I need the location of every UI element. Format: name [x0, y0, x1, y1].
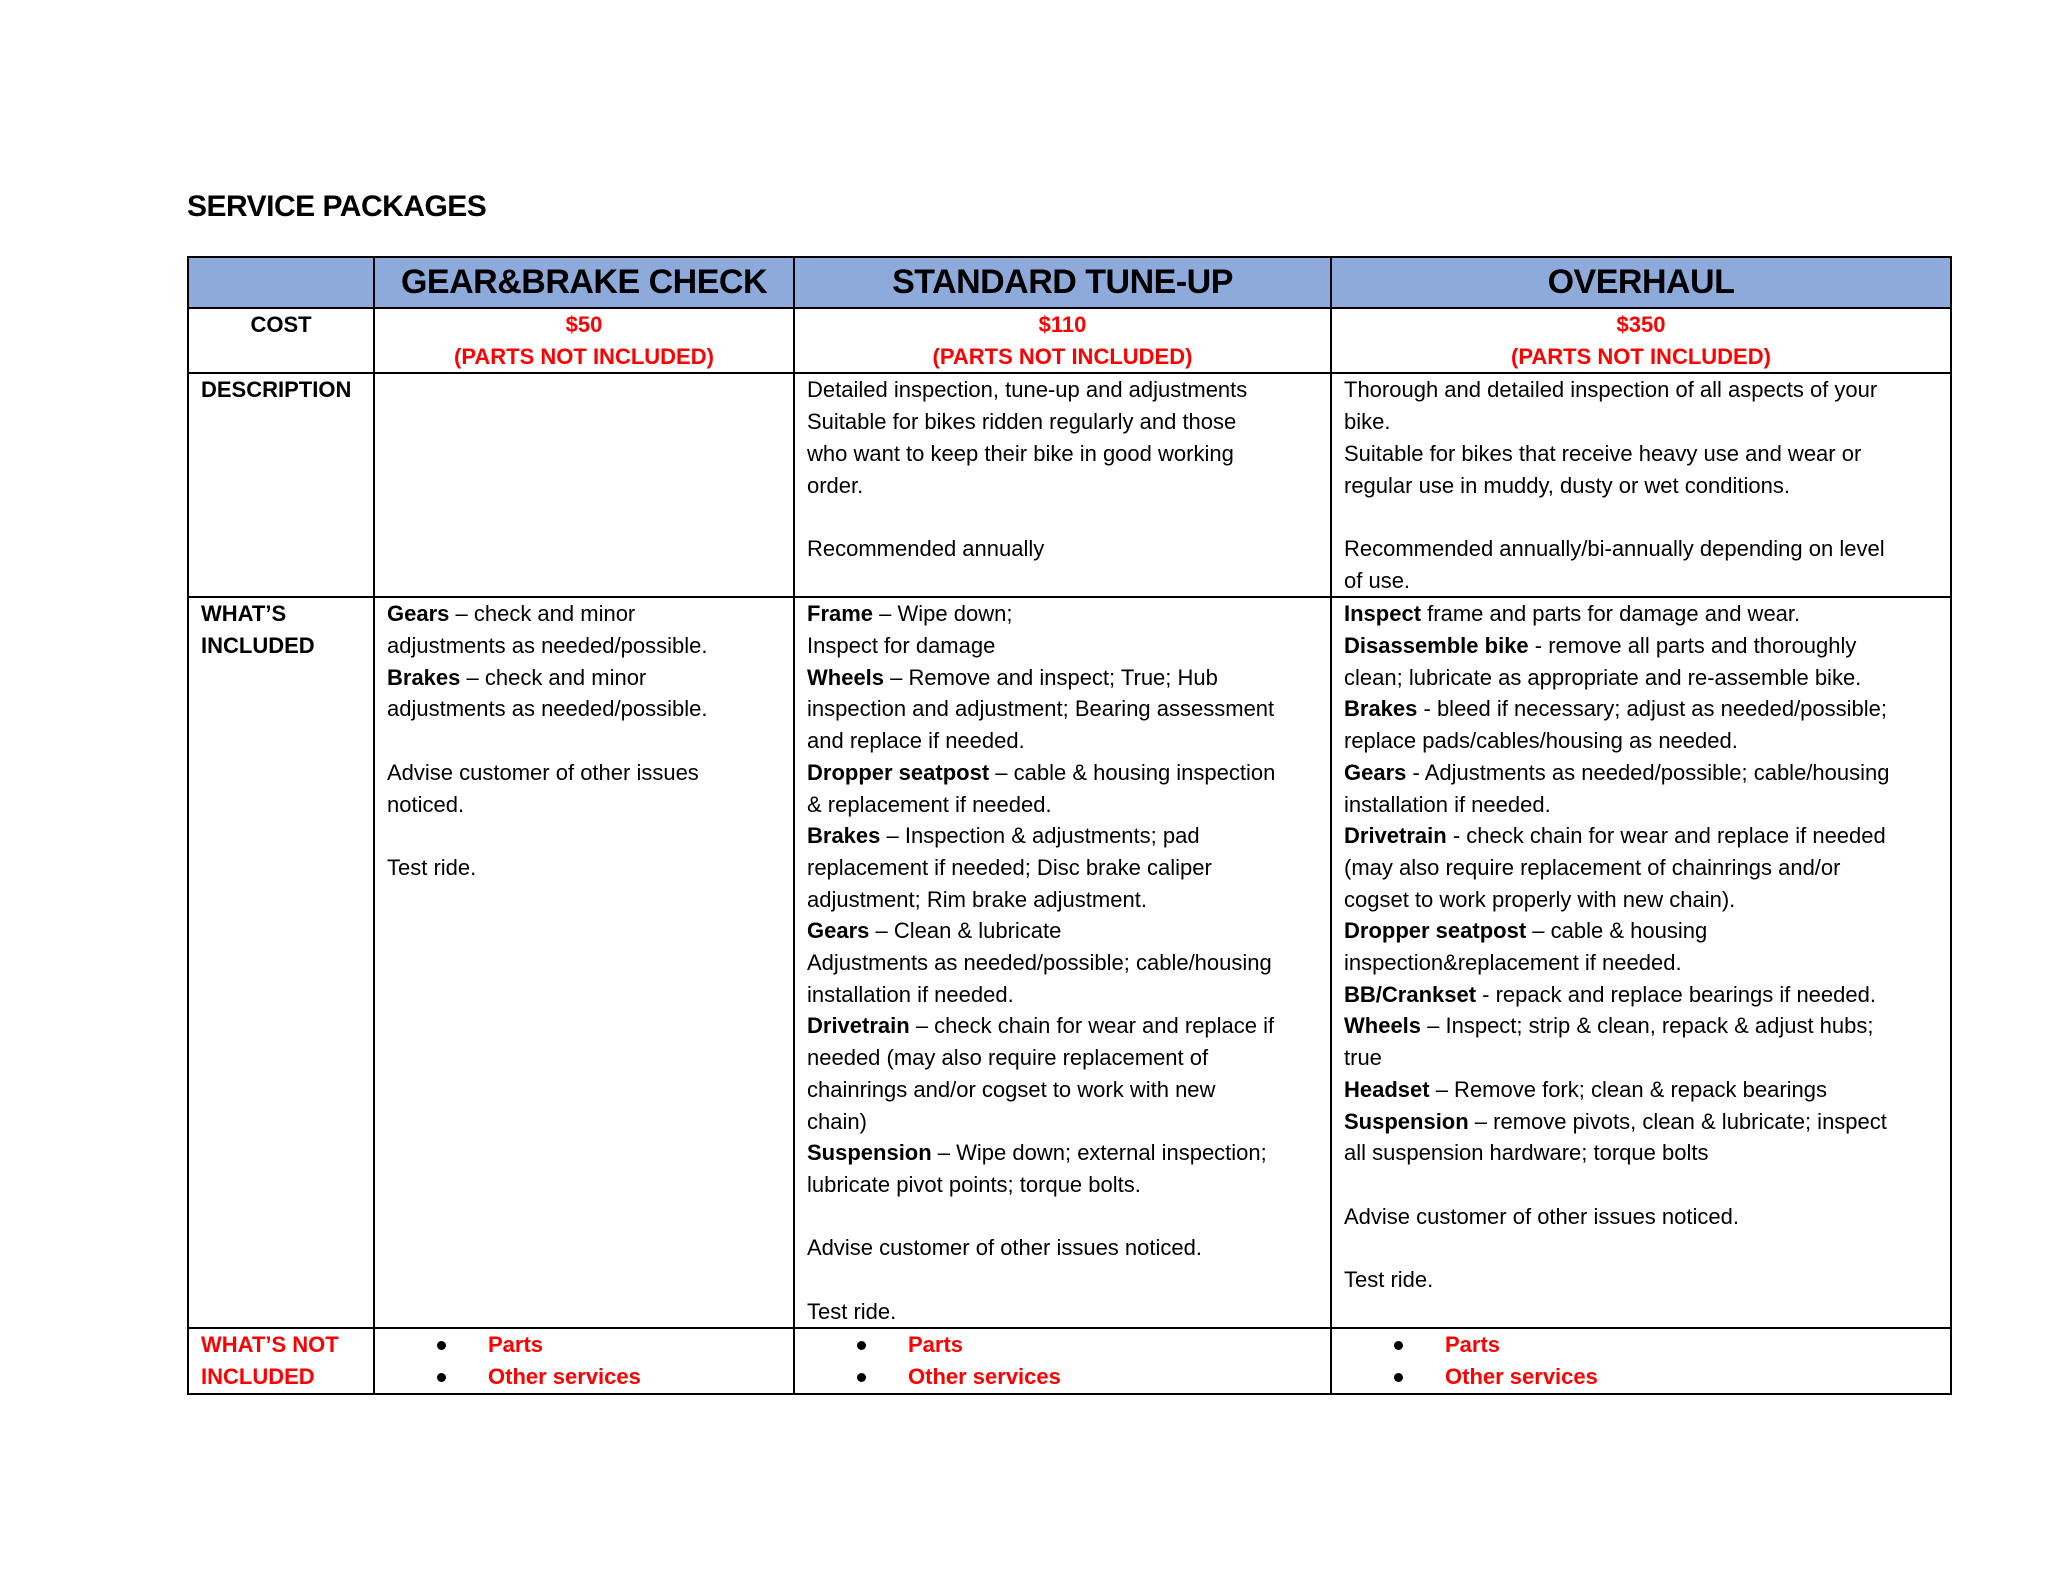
included-item-title: Inspect — [1344, 601, 1422, 627]
cost-row — [188, 308, 1951, 373]
included-item-title: Wheels — [1344, 1013, 1422, 1039]
included-line — [807, 979, 1318, 1011]
included-item-text: - bleed if necessary; adjust as needed/possible; — [1417, 696, 1888, 722]
included-item-text: Advise customer of other issues — [387, 759, 699, 785]
page-title: SERVICE PACKAGES — [187, 190, 487, 223]
included-item-text: - remove all parts and thoroughly — [1528, 633, 1857, 659]
included-item-text: true — [1344, 1045, 1382, 1071]
included-item-text: replace pads/cables/housing as needed. — [1344, 728, 1738, 754]
list-item — [387, 1361, 781, 1393]
included-item-text: frame and parts for damage and wear. — [1421, 601, 1801, 627]
included-item-text: – cable & housing — [1526, 918, 1708, 944]
whats-included-label — [188, 597, 374, 1328]
included-item-text: cogset to work properly with new chain). — [1344, 886, 1736, 912]
list-item — [807, 1361, 1318, 1393]
included-line — [807, 1042, 1318, 1074]
included-line — [1344, 693, 1938, 725]
header-overhaul: OVERHAUL — [1331, 257, 1951, 308]
included-item-text: – Clean & lubricate — [869, 918, 1062, 944]
price-note: (PARTS NOT INCLUDED) — [1511, 343, 1771, 369]
description-line: bike. — [1344, 409, 1391, 435]
blank-line — [387, 725, 781, 757]
included-line — [1344, 662, 1938, 694]
description-line: regular use in muddy, dusty or wet conditions. — [1344, 472, 1790, 498]
blank-line — [387, 820, 781, 852]
included-item-text: & replacement if needed. — [807, 791, 1052, 817]
included-item-text: adjustment; Rim brake adjustment. — [807, 886, 1147, 912]
included-item-text: Advise customer of other issues noticed. — [807, 1235, 1202, 1261]
label-line: WHAT’S — [201, 601, 287, 627]
included-line — [1344, 789, 1938, 821]
included-item-title: BB/Crankset — [1344, 981, 1477, 1007]
description-label: DESCRIPTION — [188, 373, 374, 597]
included-line — [807, 630, 1318, 662]
label-line: INCLUDED — [201, 633, 315, 659]
price-value: $110 — [1038, 312, 1087, 337]
included-item-text: adjustments as needed/possible. — [387, 633, 708, 659]
included-item-title: Drivetrain — [1344, 823, 1447, 849]
included-item-title: Gears — [807, 918, 870, 944]
included-line — [1344, 1010, 1938, 1042]
included-item-text: and replace if needed. — [807, 728, 1025, 754]
whats-included-row — [188, 597, 1951, 1328]
included-item-text: noticed. — [387, 791, 465, 817]
blank-line — [1344, 501, 1938, 533]
blank-line — [807, 501, 1318, 533]
list-item-label: Parts — [488, 1332, 544, 1358]
included-item-text: – Remove fork; clean & repack bearings — [1429, 1076, 1828, 1102]
description-cell — [1331, 373, 1951, 597]
included-item-text: - Adjustments as needed/possible; cable/housing — [1406, 759, 1890, 785]
included-line — [807, 1296, 1318, 1328]
included-item-text: replacement if needed; Disc brake caliper — [807, 854, 1212, 880]
included-item-title: Drivetrain — [807, 1013, 910, 1039]
included-item-title: Disassemble bike — [1344, 633, 1529, 659]
included-item-text: adjustments as needed/possible. — [387, 696, 708, 722]
list-item-label: Other services — [488, 1364, 641, 1390]
included-line — [807, 598, 1318, 630]
description-line: of use. — [1344, 567, 1411, 593]
included-item-text: installation if needed. — [1344, 791, 1551, 817]
included-item-title: Brakes — [1344, 696, 1418, 722]
included-line — [807, 1232, 1318, 1264]
included-line — [807, 884, 1318, 916]
included-cell — [794, 597, 1331, 1328]
included-item-text: all suspension hardware; torque bolts — [1344, 1140, 1709, 1166]
included-line — [387, 598, 781, 630]
included-line — [1344, 598, 1938, 630]
included-item-title: Gears — [1344, 759, 1407, 785]
included-item-title: Dropper seatpost — [1344, 918, 1527, 944]
included-item-title: Wheels — [807, 664, 885, 690]
bullet-icon — [857, 1373, 866, 1382]
included-item-text: Inspect for damage — [807, 633, 996, 659]
not-included-list — [1344, 1329, 1938, 1392]
description-line: Thorough and detailed inspection of all aspects of your — [1344, 377, 1878, 403]
included-item-text: Test ride. — [807, 1298, 897, 1324]
included-item-text: – check and minor — [449, 601, 636, 627]
list-item — [387, 1329, 781, 1361]
included-item-title: Gears — [387, 601, 450, 627]
included-line — [807, 662, 1318, 694]
header-gear-brake-check: GEAR&BRAKE CHECK — [374, 257, 794, 308]
included-cell — [1331, 597, 1951, 1328]
description-line: Suitable for bikes ridden regularly and those — [807, 409, 1237, 435]
blank-line — [807, 1264, 1318, 1296]
included-line — [807, 820, 1318, 852]
included-line — [807, 1106, 1318, 1138]
table-header-row — [188, 257, 1951, 308]
blank-line — [1344, 1232, 1938, 1264]
list-item — [1344, 1329, 1938, 1361]
description-line: Detailed inspection, tune-up and adjustments — [807, 377, 1248, 403]
included-line — [387, 662, 781, 694]
not-included-cell — [794, 1328, 1331, 1393]
price-note: (PARTS NOT INCLUDED) — [454, 343, 714, 369]
included-item-title: Suspension — [807, 1140, 932, 1166]
included-item-text: lubricate pivot points; torque bolts. — [807, 1171, 1141, 1197]
included-line — [807, 915, 1318, 947]
list-item — [807, 1329, 1318, 1361]
included-item-text: Test ride. — [387, 854, 477, 880]
included-line — [387, 757, 781, 789]
included-line — [1344, 1042, 1938, 1074]
cost-cell — [794, 308, 1331, 373]
included-item-text: clean; lubricate as appropriate and re-assemble bike. — [1344, 664, 1862, 690]
included-item-text: – Wipe down; external inspection; — [931, 1140, 1267, 1166]
included-item-text: – Inspect; strip & clean, repack & adjust hubs; — [1421, 1013, 1874, 1039]
included-item-title: Frame — [807, 601, 874, 627]
description-line: Recommended annually/bi-annually depending on level — [1344, 535, 1885, 561]
included-item-text: – Inspection & adjustments; pad — [880, 823, 1200, 849]
included-item-text: – cable & housing inspection — [989, 759, 1276, 785]
description-line: order. — [807, 472, 864, 498]
not-included-list — [387, 1329, 781, 1392]
included-item-text: – Remove and inspect; True; Hub — [884, 664, 1218, 690]
included-item-text: – remove pivots, clean & lubricate; inspect — [1468, 1108, 1887, 1134]
price-note: (PARTS NOT INCLUDED) — [932, 343, 1193, 369]
included-item-text: Advise customer of other issues noticed. — [1344, 1203, 1739, 1229]
included-item-title: Brakes — [807, 823, 881, 849]
included-item-text: – check and minor — [460, 664, 647, 690]
price-value: $350 — [1616, 312, 1666, 337]
included-item-text: - check chain for wear and replace if needed — [1446, 823, 1886, 849]
included-item-title: Dropper seatpost — [807, 759, 990, 785]
included-line — [1344, 1264, 1938, 1296]
header-standard-tune-up: STANDARD TUNE-UP — [794, 257, 1331, 308]
not-included-cell — [1331, 1328, 1951, 1393]
label-line: INCLUDED — [201, 1364, 315, 1390]
bullet-icon — [437, 1373, 446, 1382]
included-line — [1344, 979, 1938, 1011]
bullet-icon — [1394, 1341, 1403, 1350]
included-item-text: – Wipe down; — [873, 601, 1013, 627]
included-line — [1344, 915, 1938, 947]
blank-line — [1344, 1169, 1938, 1201]
included-item-text: Test ride. — [1344, 1267, 1434, 1293]
included-item-text: installation if needed. — [807, 981, 1014, 1007]
included-line — [807, 757, 1318, 789]
included-item-text: inspection and adjustment; Bearing assessment — [807, 696, 1275, 722]
list-item-label: Other services — [908, 1364, 1061, 1390]
included-line — [807, 947, 1318, 979]
included-item-title: Brakes — [387, 664, 461, 690]
included-cell — [374, 597, 794, 1328]
included-line — [1344, 1106, 1938, 1138]
list-item-label: Parts — [908, 1332, 964, 1358]
bullet-icon — [1394, 1373, 1403, 1382]
whats-not-included-row — [188, 1328, 1951, 1393]
included-line — [1344, 725, 1938, 757]
included-line — [1344, 820, 1938, 852]
included-line — [807, 789, 1318, 821]
description-cell — [374, 373, 794, 597]
included-line — [807, 1137, 1318, 1169]
header-corner-cell — [188, 257, 374, 308]
included-line — [387, 789, 781, 821]
included-line — [1344, 757, 1938, 789]
description-line: Suitable for bikes that receive heavy use and wear or — [1344, 440, 1862, 466]
description-line: Recommended annually — [807, 535, 1045, 561]
service-packages-table — [187, 256, 1952, 1395]
cost-label: COST — [188, 308, 374, 373]
included-item-text: (may also require replacement of chainrings and/or — [1344, 854, 1841, 880]
whats-not-included-label — [188, 1328, 374, 1393]
included-line — [1344, 630, 1938, 662]
included-line — [807, 1074, 1318, 1106]
included-line — [1344, 1137, 1938, 1169]
included-item-title: Headset — [1344, 1076, 1430, 1102]
cost-cell — [1331, 308, 1951, 373]
included-line — [387, 630, 781, 662]
included-item-text: Adjustments as needed/possible; cable/housing — [807, 950, 1272, 976]
bullet-icon — [437, 1341, 446, 1350]
blank-line — [807, 1201, 1318, 1233]
included-line — [387, 693, 781, 725]
included-line — [807, 1169, 1318, 1201]
included-line — [1344, 884, 1938, 916]
included-item-text: needed (may also require replacement of — [807, 1045, 1209, 1071]
not-included-cell — [374, 1328, 794, 1393]
price-value: $50 — [565, 312, 603, 337]
label-line: WHAT’S NOT — [201, 1332, 339, 1358]
description-line: who want to keep their bike in good working — [807, 440, 1234, 466]
cost-cell — [374, 308, 794, 373]
included-line — [1344, 1074, 1938, 1106]
list-item-label: Other services — [1445, 1364, 1598, 1390]
included-item-text: – check chain for wear and replace if — [909, 1013, 1275, 1039]
not-included-list — [807, 1329, 1318, 1392]
included-line — [1344, 947, 1938, 979]
included-line — [1344, 852, 1938, 884]
description-row — [188, 373, 1951, 597]
included-line — [807, 852, 1318, 884]
list-item — [1344, 1361, 1938, 1393]
bullet-icon — [857, 1341, 866, 1350]
included-item-text: chainrings and/or cogset to work with new — [807, 1076, 1216, 1102]
included-line — [807, 1010, 1318, 1042]
included-item-text: chain) — [807, 1108, 867, 1134]
included-item-text: inspection&replacement if needed. — [1344, 950, 1682, 976]
included-line — [807, 693, 1318, 725]
included-line — [807, 725, 1318, 757]
included-item-title: Suspension — [1344, 1108, 1469, 1134]
included-item-text: - repack and replace bearings if needed. — [1476, 981, 1876, 1007]
description-cell — [794, 373, 1331, 597]
list-item-label: Parts — [1445, 1332, 1501, 1358]
included-line — [1344, 1201, 1938, 1233]
included-line — [387, 852, 781, 884]
